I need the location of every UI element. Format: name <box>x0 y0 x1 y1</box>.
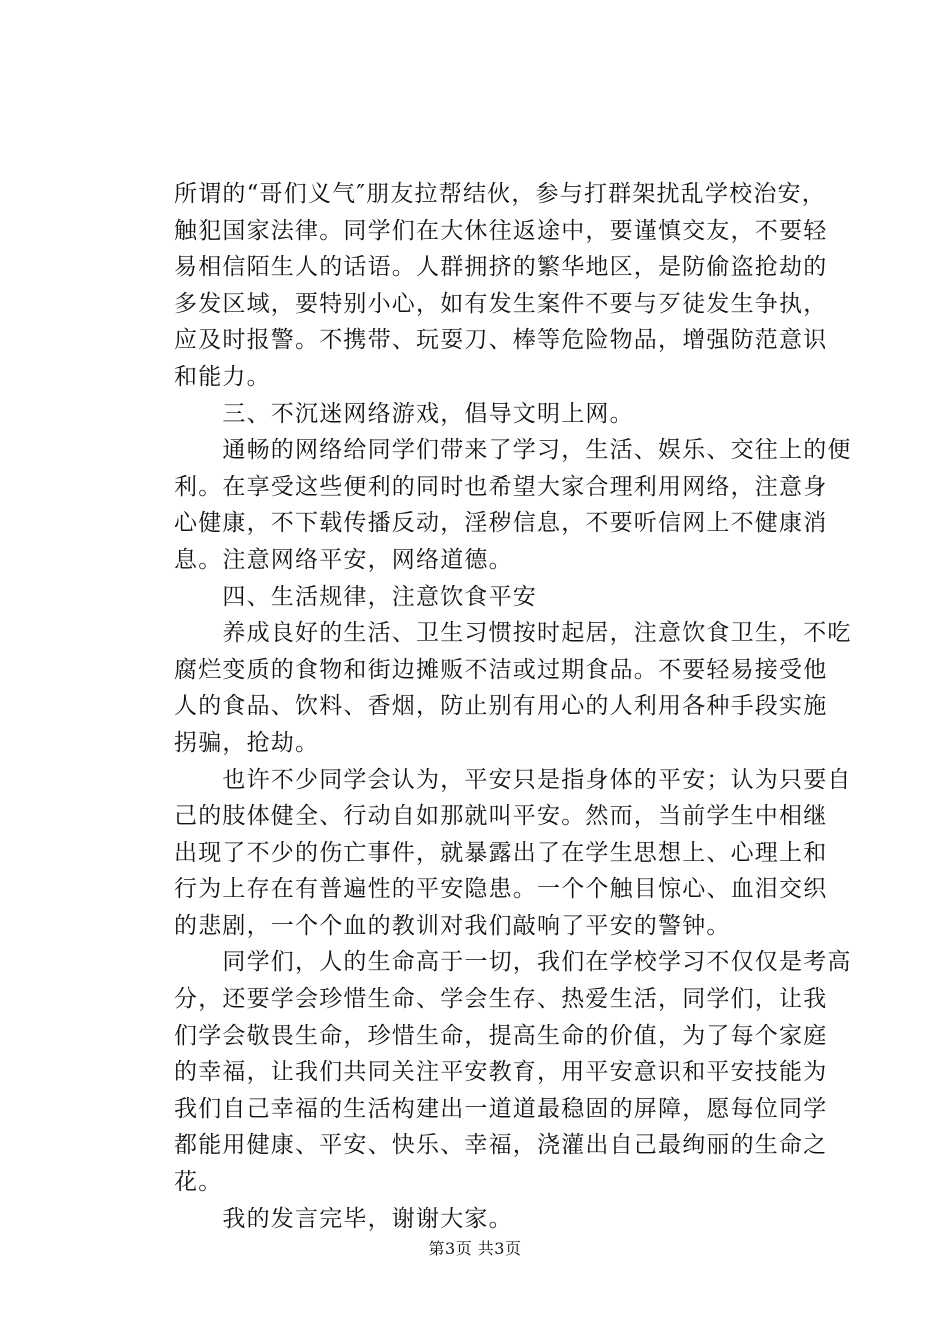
text-line: 己的肢体健全、行动自如那就叫平安。然而，当前学生中相继 <box>174 803 828 830</box>
text-line: 也许不少同学会认为，平安只是指身体的平安；认为只要自 <box>174 766 852 793</box>
text-line: 我的发言完毕，谢谢大家。 <box>174 1205 513 1232</box>
text-line: 我们自己幸福的生活构建出一道道最稳固的屏障，愿每位同学 <box>174 1095 828 1122</box>
text-line: 的悲剧，一个个血的教训对我们敲响了平安的警钟。 <box>174 912 731 939</box>
text-line: 出现了不少的伤亡事件，就暴露出了在学生思想上、心理上和 <box>174 839 828 866</box>
text-line: 人的食品、饮料、香烟，防止别有用心的人利用各种手段实施 <box>174 693 828 720</box>
text-line: 拐骗，抢劫。 <box>174 729 320 756</box>
text-line: 们学会敬畏生命，珍惜生命，提高生命的价值，为了每个家庭 <box>174 1022 828 1049</box>
text-line: 心健康，不下载传播反动，淫秽信息，不要听信网上不健康消 <box>174 510 828 537</box>
text-line: 应及时报警。不携带、玩耍刀、棒等危险物品，增强防范意识 <box>174 327 828 354</box>
text-line: 所谓的“哥们义气″朋友拉帮结伙，参与打群架扰乱学校治安， <box>174 181 826 207</box>
text-line: 花。 <box>174 1169 223 1196</box>
text-line: 三、不沉迷网络游戏，倡导文明上网。 <box>174 400 634 427</box>
text-line: 利。在享受这些便利的同时也希望大家合理利用网络，注意身 <box>174 473 828 500</box>
text-line: 腐烂变质的食物和街边摊贩不洁或过期食品。不要轻易接受他 <box>174 656 828 683</box>
text-line: 分，还要学会珍惜生命、学会生存、热爱生活，同学们，让我 <box>174 986 828 1013</box>
text-line: 同学们，人的生命高于一切，我们在学校学习不仅仅是考高 <box>174 949 852 976</box>
text-line: 四、生活规律，注意饮食平安 <box>174 583 537 610</box>
text-line: 养成良好的生活、卫生习惯按时起居，注意饮食卫生，不吃 <box>174 620 852 647</box>
text-line: 的幸福，让我们共同关注平安教育，用平安意识和平安技能为 <box>174 1059 828 1086</box>
text-line: 通畅的网络给同学们带来了学习，生活、娱乐、交往上的便 <box>174 437 852 464</box>
body-text <box>174 176 852 1237</box>
text-line: 触犯国家法律。同学们在大休往返途中，要谨慎交友，不要轻 <box>174 217 828 244</box>
page-footer: 第3页 共3页 <box>428 1239 522 1258</box>
text-line: 易相信陌生人的话语。人群拥挤的繁华地区，是防偷盗抢劫的 <box>174 254 828 281</box>
text-line: 和能力。 <box>174 363 271 390</box>
text-line: 息。注意网络平安，网络道德。 <box>174 546 513 573</box>
text-line: 行为上存在有普遍性的平安隐患。一个个触目惊心、血泪交织 <box>174 876 828 903</box>
text-line: 多发区域，要特别小心，如有发生案件不要与歹徒发生争执， <box>174 290 828 317</box>
text-line: 都能用健康、平安、快乐、幸福，浇灌出自己最绚丽的生命之 <box>174 1132 828 1159</box>
